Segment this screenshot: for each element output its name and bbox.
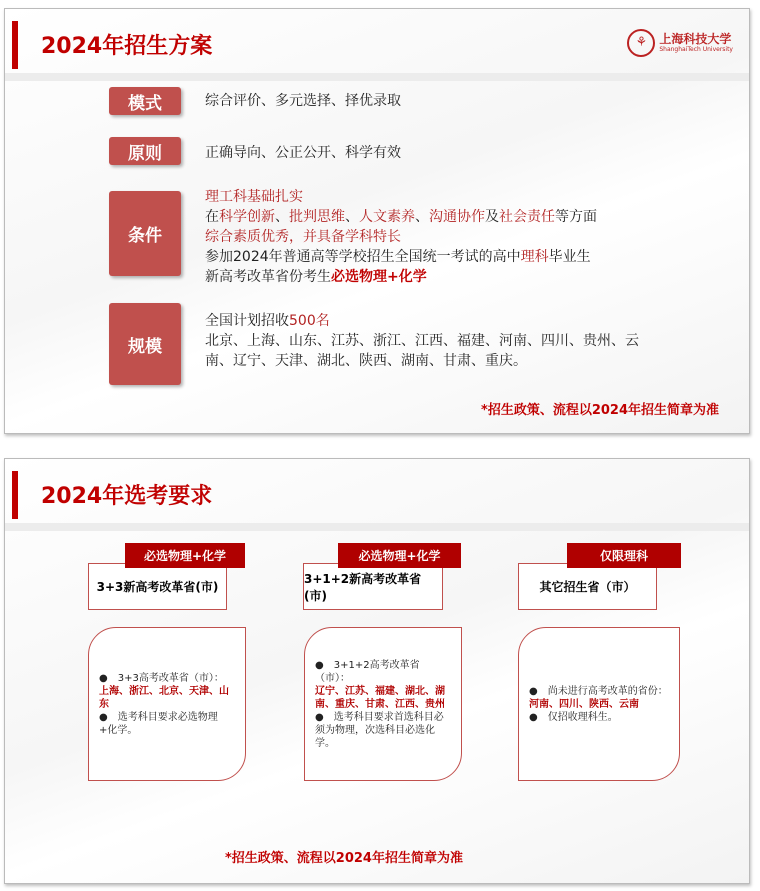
cond-line: 综合素质优秀，并具备学科特长 <box>205 229 401 245</box>
principle-text: 正确导向、公正公开、科学有效 <box>205 145 401 161</box>
slide-admission-plan <box>4 8 750 434</box>
seal-icon: ⚘ <box>627 29 655 57</box>
title-accent-bar <box>12 21 18 69</box>
cond-line: 理工科基础扎实 <box>205 189 303 205</box>
scale-text: 全国计划招收500名 北京、上海、山东、江苏、浙江、江西、福建、河南、四川、贵州、云 南、辽宁、天津、湖北、陕西、湖南、甘肃、重庆。 <box>205 313 639 369</box>
university-logo <box>627 29 733 57</box>
info-card: ● 3+1+2高考改革省（市）： 辽宁、江苏、福建、湖北、湖南、重庆、甘肃、江西、贵州 ● 选考科目要求首选科目必须为物理，次选科目必选化学。 <box>304 627 462 781</box>
label-scale: 规模 <box>109 303 181 385</box>
title-accent-bar <box>12 471 18 519</box>
slide-title: 2024年选考要求 <box>41 484 213 509</box>
label-principle: 原则 <box>109 137 181 165</box>
condition-text <box>205 187 597 287</box>
cond-line: 参加2024年普通高等学校招生全国统一考试的高中理科毕业生 <box>205 249 591 265</box>
cond-line: 新高考改革省份考生必选物理+化学 <box>205 269 427 285</box>
label-condition: 条件 <box>109 191 181 276</box>
logo-sub: ShanghaiTech University <box>659 46 733 53</box>
requirement-tag: 必选物理+化学 <box>125 543 245 568</box>
slide-title: 2024年招生方案 <box>41 34 213 59</box>
title-divider <box>5 73 749 81</box>
logo-name: 上海科技大学 <box>659 32 732 46</box>
column-header: 3+1+2新高考改革省(市) <box>303 563 443 610</box>
column-header: 其它招生省（市） <box>518 563 657 610</box>
requirement-tag: 仅限理科 <box>567 543 681 568</box>
column-header: 3+3新高考改革省(市) <box>88 563 227 610</box>
title-divider <box>5 523 749 531</box>
cond-line: 在科学创新、批判思维、人文素养、沟通协作及社会责任等方面 <box>205 209 597 225</box>
footnote: *招生政策、流程以2024年招生简章为准 <box>225 851 463 866</box>
footnote: *招生政策、流程以2024年招生简章为准 <box>481 403 719 418</box>
requirement-tag: 必选物理+化学 <box>338 543 461 568</box>
mode-text: 综合评价、多元选择、择优录取 <box>205 93 401 109</box>
info-card: ● 3+3高考改革省（市）： 上海、浙江、北京、天津、山东 ● 选考科目要求必选物理+化学。 <box>88 627 246 781</box>
label-mode: 模式 <box>109 87 181 115</box>
slide-subject-requirements <box>4 458 750 884</box>
info-card: ● 尚未进行高考改革的省份： 河南、四川、陕西、云南 ● 仅招收理科生。 <box>518 627 680 781</box>
